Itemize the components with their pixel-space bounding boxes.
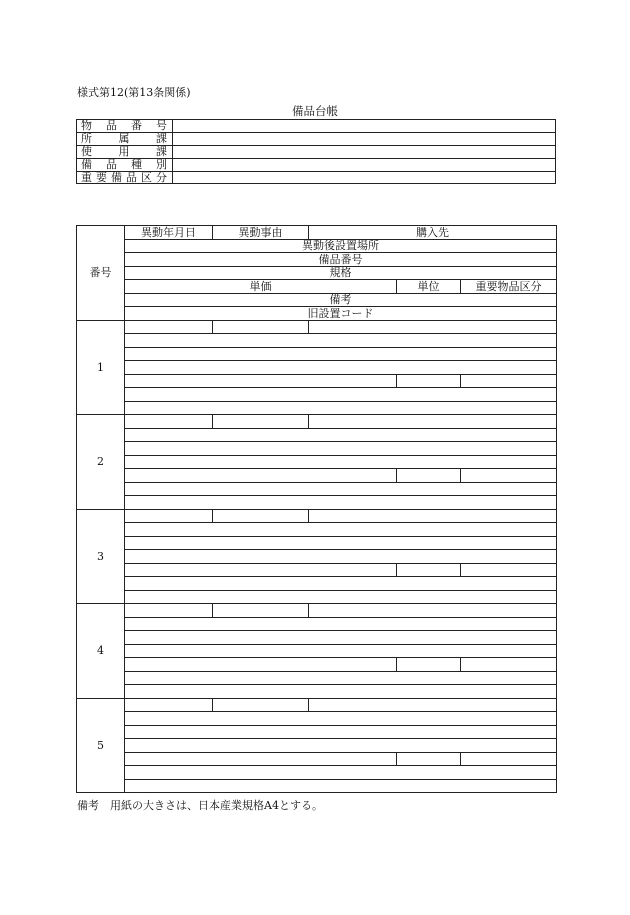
info-label-char: 品 bbox=[126, 171, 137, 184]
record-row bbox=[77, 496, 557, 510]
unit-price-field[interactable] bbox=[125, 469, 397, 483]
record-row bbox=[77, 671, 557, 685]
remarks-field[interactable] bbox=[125, 577, 557, 591]
item-number-field[interactable] bbox=[125, 442, 557, 456]
new-location-field[interactable] bbox=[125, 712, 557, 726]
record-number: 1 bbox=[77, 320, 125, 415]
new-location-field[interactable] bbox=[125, 428, 557, 442]
info-label-char: 品 bbox=[106, 158, 117, 172]
record-number: 5 bbox=[77, 698, 125, 793]
spec-field[interactable] bbox=[125, 739, 557, 753]
info-label-char: 分 bbox=[156, 171, 167, 184]
record-row bbox=[77, 631, 557, 645]
record-row bbox=[77, 374, 557, 388]
unit-price-field[interactable] bbox=[125, 752, 397, 766]
record-row bbox=[77, 536, 557, 550]
record-row bbox=[77, 334, 557, 348]
info-value-field[interactable] bbox=[173, 171, 556, 184]
transfer-reason-field[interactable] bbox=[213, 604, 309, 618]
record-number: 2 bbox=[77, 415, 125, 510]
info-label bbox=[77, 120, 173, 133]
info-label-char: 課 bbox=[156, 145, 167, 159]
transfer-reason-field[interactable] bbox=[213, 509, 309, 523]
transfer-date-field[interactable] bbox=[125, 698, 213, 712]
remarks-field[interactable] bbox=[125, 388, 557, 402]
transfer-date-field[interactable] bbox=[125, 604, 213, 618]
header-new-location: 異動後設置場所 bbox=[125, 239, 557, 253]
transfer-date-field[interactable] bbox=[125, 415, 213, 429]
old-code-field[interactable] bbox=[125, 685, 557, 699]
record-row bbox=[77, 739, 557, 753]
document-title: 備品台帳 bbox=[292, 104, 338, 118]
info-row bbox=[77, 158, 556, 171]
info-value-field[interactable] bbox=[173, 132, 556, 145]
info-value-field[interactable] bbox=[173, 158, 556, 171]
record-row bbox=[77, 347, 557, 361]
record-row bbox=[77, 590, 557, 604]
record-row bbox=[77, 469, 557, 483]
record-table bbox=[76, 225, 557, 793]
record-row bbox=[77, 779, 557, 793]
info-label-char: 属 bbox=[118, 132, 130, 146]
important-class-field[interactable] bbox=[461, 563, 557, 577]
unit-price-field[interactable] bbox=[125, 658, 397, 672]
header-important-class: 重要物品区分 bbox=[461, 280, 557, 294]
record-row bbox=[77, 752, 557, 766]
important-class-field[interactable] bbox=[461, 658, 557, 672]
record-row bbox=[77, 361, 557, 375]
record-row bbox=[77, 509, 557, 523]
unit-price-field[interactable] bbox=[125, 374, 397, 388]
info-label-char: 使 bbox=[81, 145, 92, 159]
info-label-char: 用 bbox=[118, 145, 130, 159]
info-label bbox=[77, 158, 173, 171]
item-number-field[interactable] bbox=[125, 725, 557, 739]
header-spec: 規格 bbox=[125, 266, 557, 280]
remarks-field[interactable] bbox=[125, 766, 557, 780]
record-row bbox=[77, 482, 557, 496]
important-class-field[interactable] bbox=[461, 374, 557, 388]
record-row bbox=[77, 698, 557, 712]
record-row bbox=[77, 523, 557, 537]
unit-field[interactable] bbox=[397, 469, 461, 483]
supplier-field[interactable] bbox=[309, 415, 557, 429]
info-value-field[interactable] bbox=[173, 120, 556, 133]
item-number-field[interactable] bbox=[125, 347, 557, 361]
info-label bbox=[77, 171, 173, 184]
info-table bbox=[76, 119, 556, 184]
remarks-field[interactable] bbox=[125, 671, 557, 685]
info-label-char: 物 bbox=[81, 119, 92, 133]
spec-field[interactable] bbox=[125, 550, 557, 564]
record-row bbox=[77, 388, 557, 402]
info-label-char: 課 bbox=[156, 132, 167, 146]
info-row bbox=[77, 120, 556, 133]
record-row bbox=[77, 712, 557, 726]
record-row bbox=[77, 685, 557, 699]
spec-field[interactable] bbox=[125, 455, 557, 469]
header-unit: 単位 bbox=[397, 280, 461, 294]
unit-field[interactable] bbox=[397, 563, 461, 577]
record-row bbox=[77, 577, 557, 591]
info-label-char: 要 bbox=[96, 171, 107, 184]
transfer-reason-field[interactable] bbox=[213, 415, 309, 429]
important-class-field[interactable] bbox=[461, 469, 557, 483]
record-row bbox=[77, 550, 557, 564]
record-row bbox=[77, 563, 557, 577]
transfer-date-field[interactable] bbox=[125, 320, 213, 334]
info-label-char: 区 bbox=[141, 171, 152, 184]
info-label bbox=[77, 132, 173, 145]
supplier-field[interactable] bbox=[309, 509, 557, 523]
record-row bbox=[77, 766, 557, 780]
info-value-field[interactable] bbox=[173, 145, 556, 158]
record-row bbox=[77, 658, 557, 672]
item-number-field[interactable] bbox=[125, 536, 557, 550]
header-old-code: 旧設置コード bbox=[125, 307, 557, 321]
remarks-field[interactable] bbox=[125, 482, 557, 496]
record-row bbox=[77, 455, 557, 469]
header-unit-price: 単価 bbox=[125, 280, 397, 294]
new-location-field[interactable] bbox=[125, 617, 557, 631]
info-label-char: 品 bbox=[106, 119, 117, 133]
record-row bbox=[77, 617, 557, 631]
form-label: 様式第12(第13条関係) bbox=[77, 86, 191, 99]
info-label-char: 所 bbox=[81, 132, 92, 146]
record-row bbox=[77, 320, 557, 334]
unit-price-field[interactable] bbox=[125, 563, 397, 577]
record-row bbox=[77, 415, 557, 429]
old-code-field[interactable] bbox=[125, 590, 557, 604]
header-transfer-reason: 異動事由 bbox=[213, 226, 309, 240]
transfer-reason-field[interactable] bbox=[213, 320, 309, 334]
info-label bbox=[77, 145, 173, 158]
old-code-field[interactable] bbox=[125, 496, 557, 510]
record-row bbox=[77, 604, 557, 618]
header-item-number: 備品番号 bbox=[125, 253, 557, 267]
record-row bbox=[77, 401, 557, 415]
item-number-field[interactable] bbox=[125, 631, 557, 645]
info-row bbox=[77, 132, 556, 145]
header-remarks: 備考 bbox=[125, 293, 557, 307]
supplier-field[interactable] bbox=[309, 320, 557, 334]
unit-field[interactable] bbox=[397, 658, 461, 672]
info-label-char: 種 bbox=[131, 158, 142, 172]
spec-field[interactable] bbox=[125, 644, 557, 658]
supplier-field[interactable] bbox=[309, 698, 557, 712]
info-row bbox=[77, 171, 556, 184]
record-row bbox=[77, 644, 557, 658]
unit-field[interactable] bbox=[397, 374, 461, 388]
transfer-reason-field[interactable] bbox=[213, 698, 309, 712]
info-label-char: 重 bbox=[81, 171, 92, 184]
record-row bbox=[77, 442, 557, 456]
unit-field[interactable] bbox=[397, 752, 461, 766]
info-row bbox=[77, 145, 556, 158]
info-label-char: 別 bbox=[156, 158, 167, 172]
record-row bbox=[77, 428, 557, 442]
transfer-date-field[interactable] bbox=[125, 509, 213, 523]
old-code-field[interactable] bbox=[125, 401, 557, 415]
record-number: 4 bbox=[77, 604, 125, 699]
record-row bbox=[77, 725, 557, 739]
info-label-char: 備 bbox=[111, 171, 122, 184]
important-class-field[interactable] bbox=[461, 752, 557, 766]
info-label-char: 号 bbox=[156, 119, 167, 133]
info-label-char: 番 bbox=[131, 119, 142, 133]
new-location-field[interactable] bbox=[125, 334, 557, 348]
new-location-field[interactable] bbox=[125, 523, 557, 537]
header-supplier: 購入先 bbox=[309, 226, 557, 240]
info-label-char: 備 bbox=[81, 158, 92, 172]
header-number-cell: 番号 bbox=[77, 226, 125, 321]
supplier-field[interactable] bbox=[309, 604, 557, 618]
record-number: 3 bbox=[77, 509, 125, 604]
old-code-field[interactable] bbox=[125, 779, 557, 793]
footer-note: 備考 用紙の大きさは、日本産業規格A4とする。 bbox=[77, 799, 323, 812]
spec-field[interactable] bbox=[125, 361, 557, 375]
header-transfer-date: 異動年月日 bbox=[125, 226, 213, 240]
